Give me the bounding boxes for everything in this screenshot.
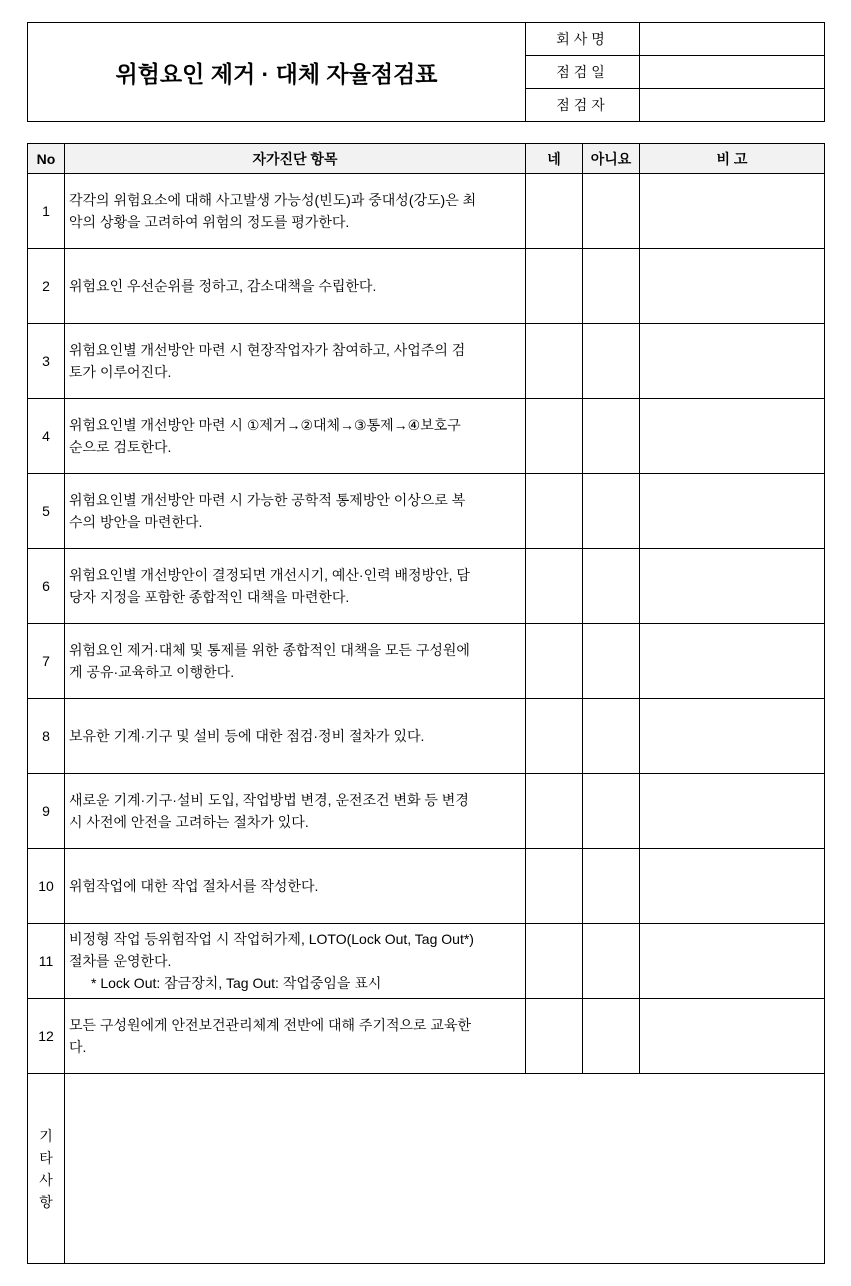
no-cell[interactable] bbox=[583, 399, 640, 474]
item-line: 보유한 기계·기구 및 설비 등에 대한 점검·정비 절차가 있다. bbox=[69, 728, 425, 744]
row-item-text bbox=[65, 249, 526, 324]
yes-cell[interactable] bbox=[526, 624, 583, 699]
table-row bbox=[28, 999, 825, 1074]
item-line: 토가 이루어진다. bbox=[69, 364, 172, 380]
table-row bbox=[28, 624, 825, 699]
row-number: 5 bbox=[28, 474, 65, 549]
row-number: 9 bbox=[28, 774, 65, 849]
item-line: 순으로 검토한다. bbox=[69, 439, 172, 455]
checklist-header-row bbox=[28, 144, 825, 174]
remarks-cell[interactable] bbox=[640, 399, 825, 474]
yes-cell[interactable] bbox=[526, 249, 583, 324]
etc-char: 항 bbox=[39, 1193, 53, 1210]
no-cell[interactable] bbox=[583, 249, 640, 324]
col-no: No bbox=[28, 144, 65, 174]
row-item-text bbox=[65, 699, 526, 774]
row-number: 7 bbox=[28, 624, 65, 699]
remarks-cell[interactable] bbox=[640, 324, 825, 399]
remarks-cell[interactable] bbox=[640, 474, 825, 549]
document-title: 위험요인 제거 · 대체 자율점검표 bbox=[28, 23, 526, 122]
item-line: 수의 방안을 마련한다. bbox=[69, 514, 203, 530]
row-number: 10 bbox=[28, 849, 65, 924]
row-item-text bbox=[65, 624, 526, 699]
no-cell[interactable] bbox=[583, 474, 640, 549]
no-cell[interactable] bbox=[583, 774, 640, 849]
table-row bbox=[28, 774, 825, 849]
row-number: 4 bbox=[28, 399, 65, 474]
item-line: 위험요인별 개선방안 마련 시 가능한 공학적 통제방안 이상으로 복 bbox=[69, 492, 466, 508]
row-number: 12 bbox=[28, 999, 65, 1074]
checklist-table bbox=[27, 143, 825, 1264]
yes-cell[interactable] bbox=[526, 699, 583, 774]
yes-cell[interactable] bbox=[526, 399, 583, 474]
remarks-cell[interactable] bbox=[640, 699, 825, 774]
item-line: 위험요인별 개선방안 마련 시 현장작업자가 참여하고, 사업주의 검 bbox=[69, 342, 466, 358]
inspector-label: 점검자 bbox=[526, 89, 640, 122]
table-row bbox=[28, 399, 825, 474]
item-line: 위험요인별 개선방안이 결정되면 개선시기, 예산·인력 배정방안, 담 bbox=[69, 567, 470, 583]
no-cell[interactable] bbox=[583, 174, 640, 249]
inspector-field[interactable] bbox=[640, 89, 825, 122]
inspection-date-field[interactable] bbox=[640, 56, 825, 89]
etc-char: 기 bbox=[39, 1127, 53, 1144]
no-cell[interactable] bbox=[583, 999, 640, 1074]
remarks-cell[interactable] bbox=[640, 924, 825, 999]
yes-cell[interactable] bbox=[526, 324, 583, 399]
table-row bbox=[28, 549, 825, 624]
row-item-text bbox=[65, 549, 526, 624]
etc-label bbox=[28, 1074, 65, 1264]
yes-cell[interactable] bbox=[526, 924, 583, 999]
col-yes: 네 bbox=[526, 144, 583, 174]
remarks-cell[interactable] bbox=[640, 849, 825, 924]
yes-cell[interactable] bbox=[526, 849, 583, 924]
no-cell[interactable] bbox=[583, 849, 640, 924]
row-number: 3 bbox=[28, 324, 65, 399]
row-item-text bbox=[65, 324, 526, 399]
item-line: 위험요인별 개선방안 마련 시 ①제거→②대체→③통제→④보호구 bbox=[69, 417, 461, 433]
no-cell[interactable] bbox=[583, 549, 640, 624]
remarks-cell[interactable] bbox=[640, 249, 825, 324]
company-label: 회사명 bbox=[526, 23, 640, 56]
row-item-text bbox=[65, 474, 526, 549]
header-table bbox=[27, 22, 825, 122]
item-line: 다. bbox=[69, 1039, 87, 1055]
row-item-text bbox=[65, 849, 526, 924]
yes-cell[interactable] bbox=[526, 174, 583, 249]
item-line: 당자 지정을 포함한 종합적인 대책을 마련한다. bbox=[69, 589, 350, 605]
row-item-text bbox=[65, 174, 526, 249]
item-line: 게 공유·교육하고 이행한다. bbox=[69, 664, 235, 680]
inspection-date-label: 점검일 bbox=[526, 56, 640, 89]
yes-cell[interactable] bbox=[526, 774, 583, 849]
item-line: 위험요인 제거·대체 및 통제를 위한 종합적인 대책을 모든 구성원에 bbox=[69, 642, 470, 658]
no-cell[interactable] bbox=[583, 324, 640, 399]
table-row bbox=[28, 699, 825, 774]
table-row bbox=[28, 849, 825, 924]
company-field[interactable] bbox=[640, 23, 825, 56]
item-line: 위험작업에 대한 작업 절차서를 작성한다. bbox=[69, 878, 319, 894]
item-line: 모든 구성원에게 안전보건관리체계 전반에 대해 주기적으로 교육한 bbox=[69, 1017, 472, 1033]
table-row bbox=[28, 324, 825, 399]
item-line: 새로운 기계·기구·설비 도입, 작업방법 변경, 운전조건 변화 등 변경 bbox=[69, 792, 469, 808]
col-remarks: 비 고 bbox=[640, 144, 825, 174]
item-line: 비정형 작업 등위험작업 시 작업허가제, LOTO(Lock Out, Tag Out*) bbox=[69, 931, 474, 947]
remarks-cell[interactable] bbox=[640, 999, 825, 1074]
table-row bbox=[28, 174, 825, 249]
item-line: 시 사전에 안전을 고려하는 절차가 있다. bbox=[69, 814, 309, 830]
col-item: 자가진단 항목 bbox=[65, 144, 526, 174]
row-number: 1 bbox=[28, 174, 65, 249]
yes-cell[interactable] bbox=[526, 549, 583, 624]
no-cell[interactable] bbox=[583, 699, 640, 774]
no-cell[interactable] bbox=[583, 924, 640, 999]
etc-field[interactable] bbox=[65, 1074, 825, 1264]
row-item-text bbox=[65, 399, 526, 474]
row-item-text bbox=[65, 924, 526, 999]
remarks-cell[interactable] bbox=[640, 624, 825, 699]
item-line: 악의 상황을 고려하여 위험의 정도를 평가한다. bbox=[69, 214, 350, 230]
remarks-cell[interactable] bbox=[640, 549, 825, 624]
table-row bbox=[28, 924, 825, 999]
remarks-cell[interactable] bbox=[640, 174, 825, 249]
remarks-cell[interactable] bbox=[640, 774, 825, 849]
no-cell[interactable] bbox=[583, 624, 640, 699]
row-number: 6 bbox=[28, 549, 65, 624]
item-line: 각각의 위험요소에 대해 사고발생 가능성(빈도)과 중대성(강도)은 최 bbox=[69, 192, 477, 208]
col-no-answer: 아니요 bbox=[583, 144, 640, 174]
etc-row bbox=[28, 1074, 825, 1264]
item-line: 절차를 운영한다. bbox=[69, 953, 172, 969]
row-number: 8 bbox=[28, 699, 65, 774]
row-item-text bbox=[65, 774, 526, 849]
table-row bbox=[28, 474, 825, 549]
table-row bbox=[28, 249, 825, 324]
row-item-text bbox=[65, 999, 526, 1074]
yes-cell[interactable] bbox=[526, 999, 583, 1074]
item-note: * Lock Out: 잠금장치, Tag Out: 작업중임을 표시 bbox=[91, 975, 382, 991]
row-number: 2 bbox=[28, 249, 65, 324]
row-number: 11 bbox=[28, 924, 65, 999]
yes-cell[interactable] bbox=[526, 474, 583, 549]
etc-char: 사 bbox=[39, 1171, 53, 1188]
item-line: 위험요인 우선순위를 정하고, 감소대책을 수립한다. bbox=[69, 278, 377, 294]
etc-char: 타 bbox=[39, 1149, 53, 1166]
